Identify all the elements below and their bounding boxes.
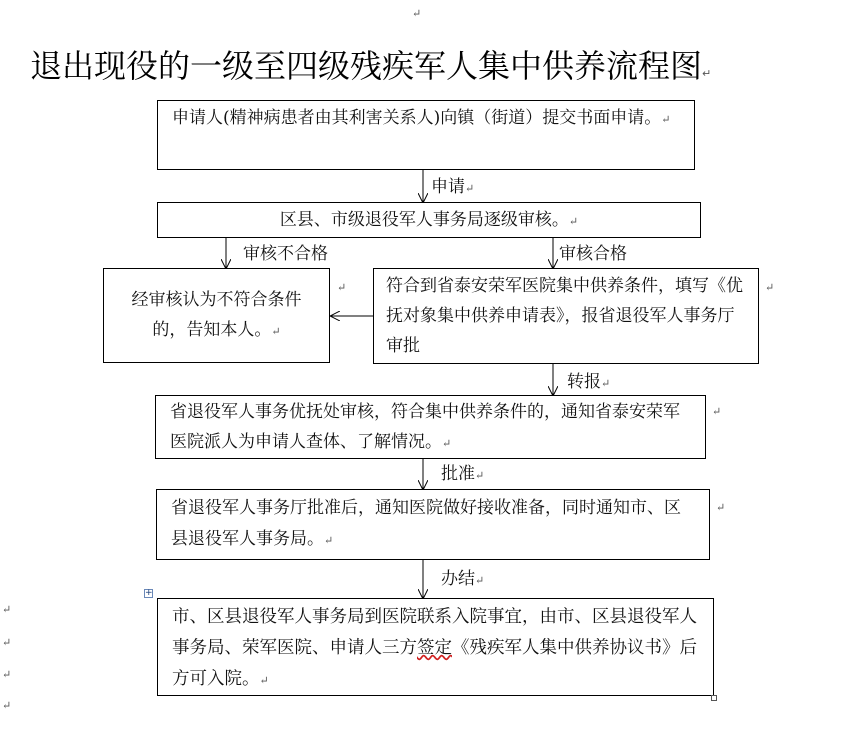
step-final-text-end: 《残疾军人集中供养协议书》后方可入院。 <box>172 638 697 689</box>
arrow-label-approve: 批准↵ <box>441 464 485 484</box>
paragraph-mark: ↵ <box>2 636 12 649</box>
step-approval-box: 省退役军人事务厅批准后，通知医院做好接收准备，同时通知市、区县退役军人事务局。↵ <box>156 489 710 560</box>
arrow-label-complete: 办结↵ <box>441 569 485 589</box>
step-final-text: 市、区县退役军人事务局到医院联系入院事宜，由市、区县退役军人事务局、荣军医院、申请人三方 <box>172 607 697 658</box>
arrow-label-apply: 申请↵ <box>431 177 475 197</box>
step-provincial-review-text: 省退役军人事务优抚处审核，符合集中供养条件的，通知省泰安荣军医院派人为申请人查体、了解情况。 <box>170 402 680 452</box>
paragraph-mark: ↵ <box>765 281 775 294</box>
paragraph-mark: ↵ <box>2 699 12 712</box>
step-final-box: 市、区县退役军人事务局到医院联系入院事宜，由市、区县退役军人事务局、荣军医院、申请人三方签定《残疾军人集中供养协议书》后方可入院。↵ <box>157 598 714 696</box>
step-provincial-review-box: 省退役军人事务优抚处审核，符合集中供养条件的，通知省泰安荣军医院派人为申请人查体、了解情况。↵ <box>155 395 706 459</box>
move-handle-icon[interactable]: + <box>145 588 153 598</box>
paragraph-mark: ↵ <box>716 501 726 514</box>
paragraph-mark: ↵ <box>337 281 347 294</box>
step-final-underlined: 签定 <box>417 638 452 658</box>
page-title: 退出现役的一级至四级残疾军人集中供养流程图↵ <box>30 47 712 85</box>
step-apply-text: 申请人(精神病患者由其利害关系人)向镇（街道）提交书面申请。 <box>172 108 662 128</box>
paragraph-mark: ↵ <box>2 603 12 616</box>
step-reject-box: 经审核认为不符合条件的，告知本人。↵ <box>103 268 330 363</box>
arrow-label-fail: 审核不合格 <box>243 244 328 264</box>
step-apply-box: 申请人(精神病患者由其利害关系人)向镇（街道）提交书面申请。↵ <box>157 100 695 170</box>
step-reject-text: 经审核认为不符合条件的，告知本人。 <box>131 290 302 340</box>
step-approval-text: 省退役军人事务厅批准后，通知医院做好接收准备，同时通知市、区县退役军人事务局。 <box>171 498 681 549</box>
paragraph-mark: ↵ <box>2 668 12 681</box>
step-qualify-text: 符合到省泰安荣军医院集中供养条件，填写《优抚对象集中供养申请表》，报省退役军人事务厅审批 <box>386 276 743 356</box>
arrow-label-forward: 转报↵ <box>567 372 611 392</box>
step-qualify-box <box>373 268 759 364</box>
resize-handle-icon[interactable] <box>711 695 717 701</box>
step-review-county-box: 区县、市级退役军人事务局逐级审核。↵ <box>157 202 701 238</box>
step-review-county-text: 区县、市级退役军人事务局逐级审核。 <box>279 210 569 230</box>
paragraph-mark: ↵ <box>712 405 722 418</box>
arrow-label-pass: 审核合格 <box>559 244 627 264</box>
paragraph-mark: ↵ <box>412 7 422 20</box>
